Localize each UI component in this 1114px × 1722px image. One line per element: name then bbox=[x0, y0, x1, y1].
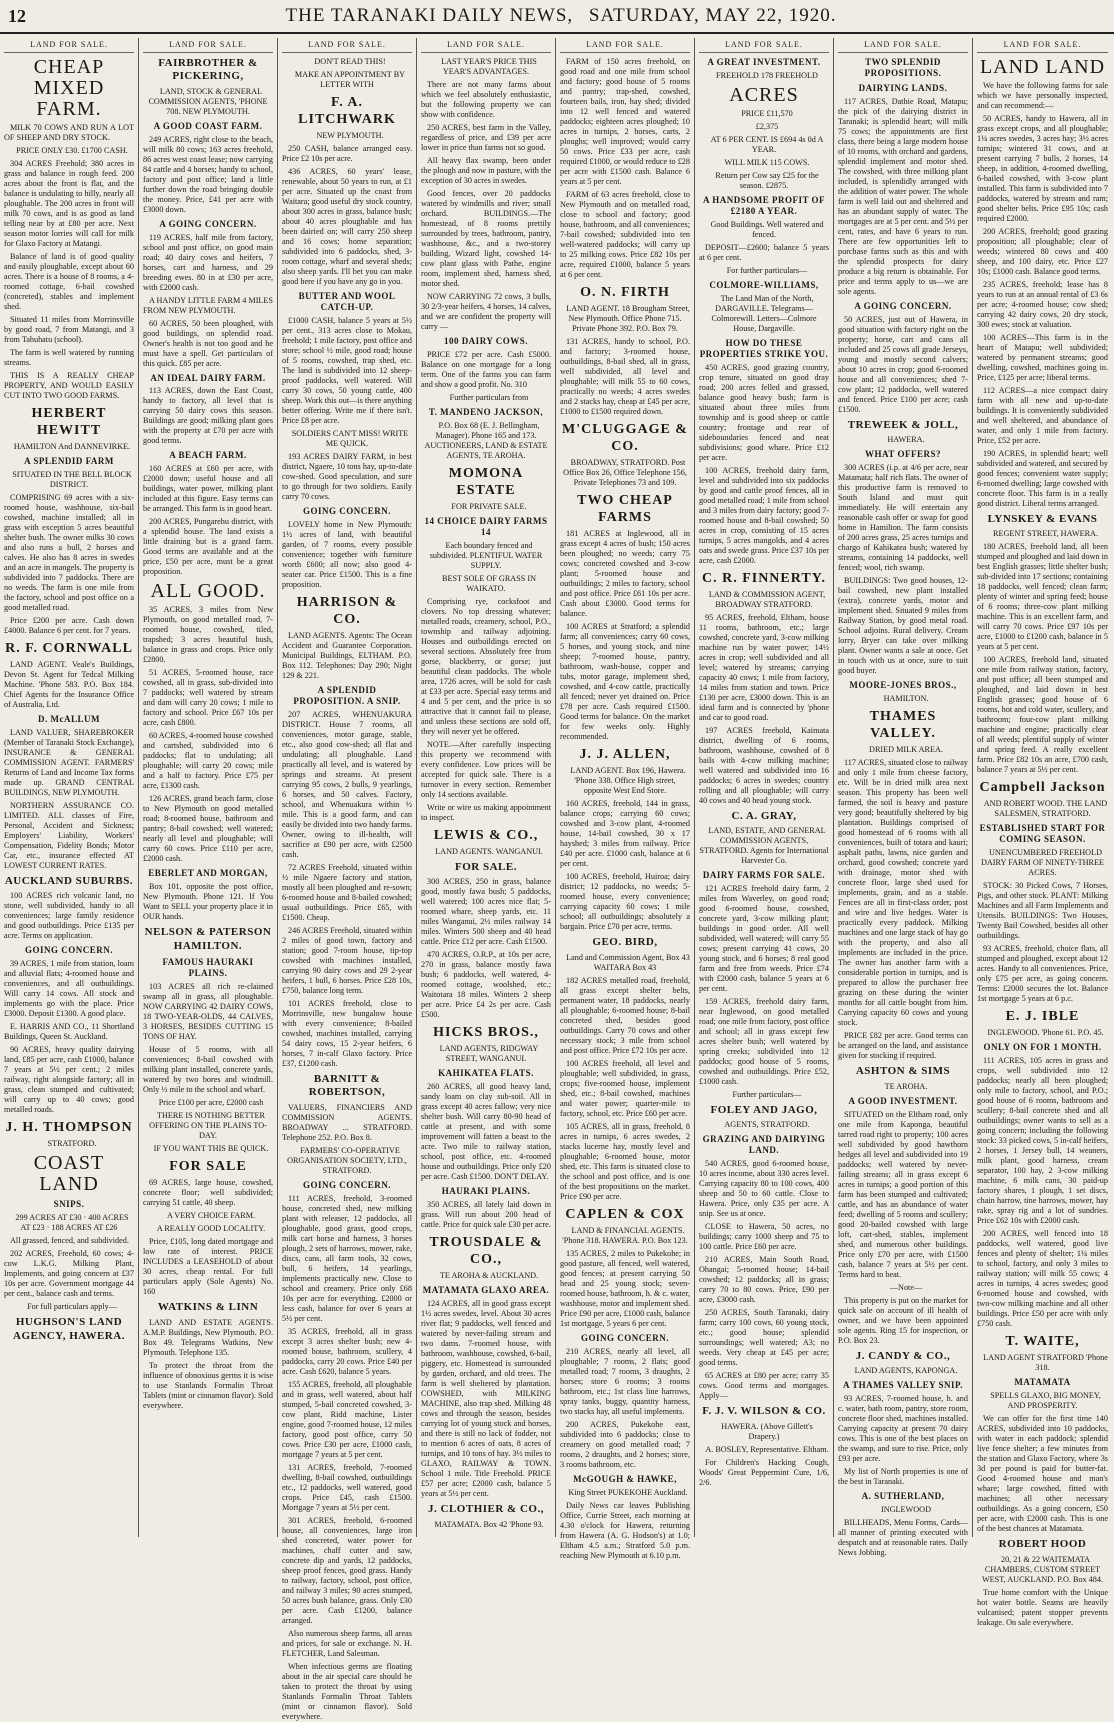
listing-text: LAND, ESTATE, AND GENERAL COMMISSION AGENTS, STRATFORD. Agents for International Harvester Co. bbox=[699, 826, 829, 866]
listing-text: 207 ACRES, WHENUAKURA DISTRICT. House 7 rooms, all conveniences, motor garage, stable, etc., also good cow-shed; all flat and undulating; all ploughable. Land practically all level, and is watered by springs and streams. At present carrying 95 cows, 2 bulls, 9 yearlings, 6 horses, and 50 calves. Factory, school, and Whenuakura within ½ mile. This is a good farm, and can easily be divided into two handy farms. Owner, owing to ill-health, will sacrifice at £90 per acre, with £2500 cash. bbox=[282, 709, 412, 859]
listing-text: 95 ACRES, freehold, Eltham, house 11 rooms, bathroom, etc.; large cowshed, concrete yard, 3-cow milking machine run by water power; 14½ acres in crop; well subdivided and all level; watered by streams; carrying capacity 40 cows; 1 mile from factory, 14 miles from station and town. Price £130 per acre, £3000 down. This is an ideal farm and is connected by 'phone and car to good road. bbox=[699, 612, 829, 722]
advertiser-heading: GOING CONCERN. bbox=[580, 1332, 669, 1343]
column-heading: LAND FOR SALE. bbox=[977, 38, 1108, 53]
column-heading: LAND FOR SALE. bbox=[282, 38, 412, 53]
advertiser-heading: ACRES bbox=[729, 83, 799, 106]
listing-text: 100 ACRES freehold, all level and ploughable; well subdivided, in grass, crops; five-roomed house, implement shed, etc.; 8-bail cowshed, machines and water power; quarter-mile to factory, school, etc. Price £60 per acre. bbox=[560, 1058, 690, 1118]
advertiser-heading: A GOING CONCERN. bbox=[854, 300, 952, 311]
advertiser-heading: HERBERT HEWITT bbox=[31, 405, 107, 438]
listing-text: 93 ACRES, freehold, choice flats, all stumped and ploughed, except about 12 acres. Handy to all conveniences. Price, only £75 per acre, as going concern. Terms: £2000 secures the lot. Balance 1st mortgage 5 years at 6 p.c. bbox=[977, 944, 1108, 1004]
listing-text: Daily News car leaves Publishing Office, Currie Street, each morning at 4.30 o'clock for Hawera, returning from Hawera (A. G. Hodson's) at 1.0; Eltham 4.5 a.m.; Stratford 5.0 p.m. reaching New Plymouth at 6.10 p.m. bbox=[560, 1500, 690, 1560]
listing-text: 155 ACRES, freehold, all ploughable and in grass, well watered, about half stumped, 5-bail concreted cowshed, 3-cow plant, Ridd machine, Lister engine, good 7-roomed house, 12 miles factory, good post office, carry 50 cows. Price £30 per acre, £1000 cash, mortgage 7 years at 5 per cent. bbox=[282, 1379, 412, 1459]
listing-text: MATAMATA. Box 42 'Phone 93. bbox=[434, 1519, 544, 1529]
listing-text: MILK 70 COWS AND RUN A LOT OF SHEEP AND DRY STOCK. bbox=[4, 122, 134, 142]
listing-text: Good Buildings. Well watered and fenced. bbox=[710, 219, 824, 239]
listing-text: 100 ACRES, freehold dairy farm, level and subdivided into six paddocks by good and cattle proof fences, all in good metalled road; 1 mile from school and 3 miles from dairy factory; good 7-roomed house and 8-bail cowshed; 50 acres in crop, consisting of 15 acres turnips, 5 acres mangolds, and 4 acres oats and swede grass. Price £37 10s per acre, cash £2000. bbox=[699, 465, 829, 565]
listing-text: 350 ACRES, all lately laid down in grass. Will run about 200 head of cattle. Price for quick sale £30 per acre. bbox=[421, 1200, 551, 1230]
listing-text: 159 ACRES, freehold dairy farm, near Inglewood, on good metalled road; one mile from factory, post office and school; all in grass except few acres shelter bush; well watered by spring creeks; subdivided into 12 paddocks; good house of 5 rooms, cowshed and outbuildings. Price £52, £1000 cash. bbox=[699, 997, 829, 1087]
advertiser-heading: 14 CHOICE DAIRY FARMS 14 bbox=[424, 515, 548, 537]
listing-text: 131 ACRES, handy to school, P.O. and factory; 3-roomed house, outbuildings, 8-bail shed, all in grass, well subdivided, all level and ploughable; will milk 55 to 60 cows, practically no weeds; 4 acres swedes and 2 stacks hay, cheap at £45 per acre, £1000 to £1500 required down. bbox=[560, 336, 690, 416]
listing-text: We have the following farms for sale which we have personally inspected, and can recommend:— bbox=[977, 80, 1108, 110]
listing-text: 100 ACRES, freehold land, situated one mile from railway station, factory, and post office; all been stumped and ploughed, and laid down in best English grasses; good house of 6 rooms, hot and cold water, scullery, and bathroom; four-cow plant milking machine and engine; practically clear of all weeds; plentiful supply of winter and spring feed. A really excellent farm. Price £82 10s an acre, £700 cash, balance 7 years at 5½ per cent. bbox=[977, 655, 1108, 775]
advertiser-heading: MOORE-JONES BROS., bbox=[849, 680, 957, 690]
listing-text: When infectious germs are floating about in the air special care should be taken to protect the throat by using Stanlands Formalin Throat Tablets (mint or cinnamon flavor). Sold everywhere. bbox=[282, 1661, 412, 1721]
listing-text: 250 CASH, balance arranged easy. Price £2 10s per acre. bbox=[282, 143, 412, 163]
advertiser-heading: COLMORE-WILLIAMS, bbox=[709, 279, 819, 290]
listing-text: 210 ACRES, nearly all level, all ploughable; 7 rooms, 2 flats; good metalled road; 7 rooms, 3 draughts, 2 horses; store 6 rooms; 3 rooms bathroom, etc.; 1st class line harrows, spray tanks, buggy, quantity harness, two stacks hay, all useful implements. bbox=[560, 1346, 690, 1416]
listing-text: A REALLY GOOD LOCALITY. bbox=[156, 1224, 266, 1234]
listing-text: Price, £105, long dated mortgage and low rate of interest. PRICE INCLUDES a LEASEHOLD of about 30 acres, cheap rental. For full particulars apply (Sole Agents) No. 160 bbox=[143, 1237, 273, 1297]
column-6 bbox=[695, 38, 834, 1537]
listing-text: LAND & COMMISSION AGENT, BROADWAY STRATFORD. bbox=[708, 589, 826, 609]
advertiser-heading: HICKS BROS., bbox=[433, 1025, 539, 1041]
listing-text: 200 ACRES, freehold; good grazing proposition; all ploughable; clear of weeds; wintered 80 cows and 400 sheep, and 100 dairy, etc. Price £27 10s; £1000 cash. Balance good terms. bbox=[977, 226, 1108, 276]
listing-text: STRATFORD. bbox=[47, 1139, 97, 1149]
advertiser-heading: ALL GOOD. bbox=[150, 580, 266, 603]
column-7 bbox=[834, 38, 973, 1557]
listing-text: BROADWAY, STRATFORD. Post Office Box 26, Office Telephone 156, Private Telephones 73 and 109. bbox=[563, 457, 687, 487]
listing-text: For Children's Hacking Cough, Woods' Great Peppermint Cure, 1/6, 2/6. bbox=[699, 1457, 829, 1487]
advertiser-heading: O. N. FIRTH bbox=[580, 284, 670, 300]
listing-text: TE AROHA & AUCKLAND. bbox=[439, 1271, 539, 1281]
advertiser-heading: DAIRYING LANDS. bbox=[858, 82, 948, 93]
listing-text: 65 ACRES at £80 per acre; carry 35 cows. Good terms and mortgages. Apply— bbox=[699, 1371, 829, 1401]
listing-text: 117 ACRES, situated close to railway and only 1 mile from cheese factory, etc. Will be in dried milk area next season. This property has been well farmed, the soil is heavy and pasture very good; beautifully sheltered by big plantation. Buildings comprised of good homestead of 6 rooms with all conveniences, built of totara and kauri; asphalt paths, lawns, nice garden and orchard, good cowshed; concrete yard with drainage, motor shed with concrete floor, large shed used for implements, grain, and as a stable. Fences are all in first-class order, post and wire and live hedges. Water is practically every paddock. Milking machines and one large stack of hay go with the property, and also all implements are included in the price. The owner has another farm with a considerable portion in turnips, and is prepared to allow the purchaser free grazing on these during the winter months for all cattle bought from him. Carrying capacity 60 cows and young stock. bbox=[838, 758, 968, 1028]
listing-text: BUILDINGS: Two good houses, 12-bail cowshed, new plant installed (extra), concrete yards, motor and implement shed. Situated 9 miles from Railway Station, by good metal road. School adjoins. Rural delivery. Cream lorry, Bryer can take over milking plant. Owner wants a sale at once. Get in touch with us at once, sure to suit good buyer. bbox=[838, 576, 968, 675]
advertiser-heading: C. R. FINNERTY. bbox=[701, 570, 827, 586]
listing-text: FREEHOLD 178 FREEHOLD bbox=[716, 70, 818, 80]
listing-text: 100 ACRES, freehold, Huiroa; dairy district; 12 paddocks, no weeds; 5-roomed house, every convenience; carrying capacity 60 cows; 1 mile school; all outbuildings; absolutely a bargain. Price £70 per acre, terms. bbox=[560, 872, 690, 932]
advertiser-heading: A HANDSOME PROFIT OF £2180 A YEAR. bbox=[702, 194, 826, 216]
advertiser-heading: McGOUGH & HAWKE, bbox=[573, 1473, 677, 1484]
listing-text: 113 ACRES, down the East Coast, handy to factory, all level that is carrying 50 dairy cows this season. Buildings are good; milking plant goes with the property at £70 per acre with good terms. bbox=[143, 386, 273, 446]
listing-text: VALUERS, FINANCIERS AND COMMISSION AGENTS. BROADWAY ... STRATFORD. Telephone 252. P.O. Box 8. bbox=[282, 1102, 412, 1142]
advertiser-heading: CHEAP MIXED FARM. bbox=[33, 55, 105, 120]
advertiser-heading: GOING CONCERN. bbox=[302, 505, 391, 516]
listing-text: 35 ACRES, freehold, all in grass except 3 acres shelter bush; new 4-roomed house, bathroom, scullery, 4 paddocks, carry 20 cows. Price £40 per acre. Cash £620, balance 5 years. bbox=[282, 1326, 412, 1376]
advertiser-heading: MOMONA ESTATE bbox=[448, 465, 524, 498]
listing-text: 100 ACRES—This farm is in the heart of Matapu; well subdivided; watered by permanent streams; good dwelling, cowshed, machines going in. Price, £125 per acre; liberal terms. bbox=[977, 332, 1108, 382]
listing-text: DRIED MILK AREA. bbox=[869, 745, 943, 755]
listing-text: REGENT STREET, HAWERA. bbox=[992, 529, 1098, 539]
advertiser-heading: R. F. CORNWALL bbox=[5, 640, 133, 656]
listing-text: 202 ACRES, Freehold, 60 cows; 4-cow L.K.G. Milking Plant, Implements, and going concern at £37 10s per acre. Government mortgage 44 per cent., balance cash and terms. bbox=[4, 1249, 134, 1299]
listing-text: 200 ACRES, Pungarehu district, with a splendid house. The land exists a little draining but is a grand farm. Good terms are available and at the price, £50 per acre, must be a great proposition. bbox=[143, 517, 273, 577]
listing-text: 111 ACRES, 105 acres in grass and crops, well subdivided into 12 paddocks; nearly all been ploughed; only mile to factory, school, and P.O.; good house of 6 rooms, bathroom and scullery; 8-bail concrete shed and all outbuildings; owner wants to sell as a going concern; including the following stock: 33 picked cows, 5 in-calf heifers, 2 horses, 1 Jersey bull, 14 weaners, milk plant, good harness, cream separator, 100 hay, 2 3-cow milking machine, 6 milk cans, 30 paid-up factory shares, 1 plough, 1 set discs, chain harrow, tine harrows, mower, hay rake, spray rig and a lot of sundries. Price £62 10s with £2000 cash. bbox=[977, 1056, 1108, 1226]
listing-text: INGLEWOOD bbox=[880, 1504, 932, 1514]
advertiser-heading: A SPLENDID PROPOSITION. A SNIP. bbox=[293, 684, 401, 706]
advertiser-heading: HAURAKI PLAINS. bbox=[441, 1186, 531, 1197]
column-heading: LAND FOR SALE. bbox=[560, 38, 690, 53]
listing-text: 112 ACRES—a nice compact dairy farm with all new and up-to-date buildings. It is conveniently subdivided and well sheltered, and abundance of water, and only 1 mile from factory. Price, £52 per acre. bbox=[977, 385, 1108, 445]
listing-text: 193 ACRES DAIRY FARM, in best district, Ngaere, 10 tons hay, up-to-date cow-shed. Good speculation, and sure to go through for two soldiers. Easily carry 70 cows. bbox=[282, 451, 412, 501]
listing-text: THIS IS A REALLY CHEAP PROPERTY, AND WOULD EASILY CUT INTO TWO GOOD FARMS. bbox=[4, 370, 134, 400]
advertiser-heading: A GOOD INVESTMENT. bbox=[848, 1095, 958, 1106]
listing-text: 181 ACRES at Inglewood, all in grass except 4 acres of bush; 150 acres been ploughed; no weeds; carry 75 cows; concreted cowshed and 3-cow plant; 5-roomed house and outbuildings; 2 miles to factory, school and post office. Price £61 10s per acre. Cash about £3000. Good terms for balance. bbox=[560, 529, 690, 619]
advertiser-heading: FOLEY AND JAGO, bbox=[710, 1104, 818, 1117]
listing-text: 50 ACRES, just out of Hawera, in good situation with factory right on the property; horse, cart and cans all included and 25 cows all grade Jerseys, young and mostly second calvers; about 10 acres in crop; good 6-roomed house and all conveniences; shed 7-cow plant; 12 paddocks, well watered and fenced. Price £100 per acre; cash £1500. bbox=[838, 314, 968, 414]
listing-text: 301 ACRES, freehold, 6-roomed house, all conveniences, large iron shed concreted, water power for machines, chaff cutter and saw, concrete dip and yards, 12 paddocks, sheep proof fences, good grass. Handy to railway, factory, school, post office, and railway 3 miles; 90 acres stumped, 50 acres bush balance, grass. Only £30 per acre. Cash £1200, balance arranged. bbox=[282, 1515, 412, 1625]
listing-text: SITUATED IN THE BELL BLOCK DISTRICT. bbox=[12, 469, 132, 489]
advertiser-heading: J. H. THOMPSON bbox=[5, 1120, 133, 1136]
advertiser-heading: ONLY ON FOR 1 MONTH. bbox=[983, 1042, 1102, 1053]
listing-text: 540 ACRES, good 6-roomed house, 10 acres income, about 330 acres level. Carrying capacity 80 to 100 cows, 400 sheep and 50 to 60 cattle. Close to Hawera. Price, only £35 per acre. A snip. See us at once. bbox=[699, 1159, 829, 1219]
listing-text: 299 ACRES AT £30 · 400 ACRES AT £23 · 188 ACRES AT £26 bbox=[15, 1213, 129, 1233]
listing-text: SOLDIERS CAN'T MISS! WRITE ME QUICK. bbox=[291, 428, 409, 448]
listing-text: King Street PUKEKOHE Auckland. bbox=[568, 1487, 688, 1497]
advertiser-heading: WHAT OFFERS? bbox=[865, 449, 941, 460]
advertiser-heading: A. SUTHERLAND, bbox=[861, 1490, 945, 1501]
listing-text: 246 ACRES Freehold, situated within 2 miles of good town, factory and station; good 7-room house, tip-top cowshed with machines installed, carrying 90 dairy cows and 29 2-year heifers, 1 bull, 6 horses. Price £28 10s, £750, balance long term. bbox=[282, 925, 412, 995]
listing-text: Price £100 per acre, £2000 cash bbox=[158, 1098, 264, 1108]
advertiser-heading: FOR SALE. bbox=[455, 860, 517, 873]
advertiser-heading: FOR SALE bbox=[169, 1159, 247, 1175]
listing-text: LAND AGENTS, RIDGWAY STREET, WANGANUI. bbox=[439, 1044, 539, 1064]
advertiser-heading: MATAMATA GLAXO AREA. bbox=[422, 1285, 550, 1296]
advertiser-heading: MATAMATA bbox=[1014, 1377, 1071, 1388]
advertiser-heading: TWO CHEAP FARMS bbox=[577, 492, 673, 526]
listing-text: 300 ACRES, 250 in grass, balance good, mostly fawa bush; 5 paddocks, well watered; 100 acres nice flat; 5-roomed whare, sheep yards, etc. 11 miles Wanganui, 2½ miles railway 14 miles. Winters 500 sheep and 40 head cattle. Price £12 per acre. Cash £1500. bbox=[421, 877, 551, 947]
page-number: 12 bbox=[8, 5, 26, 26]
listing-text: £1000 CASH, balance 5 years at 5½ per cent., 313 acres close to Mokau, freehold; 1 mile factory, post office and store; school ½ mile, good road; house of 5 rooms, cowshed, trap shed, etc. The land is subdivided into 12 sheep-proof paddocks, well watered. Will carry 30 cows, 50 young cattle, 400 sheep. Work this out—is there anything better offering. Write me if there isn't. Price £8 per acre. bbox=[282, 315, 412, 425]
listing-text: 124 ACRES, all in good grass except 1½ acres swedes, level. About 30 acres river flat; 9 paddocks, well fenced and watered by never-failing stream and two dams. 7-roomed house, with bathroom, washhouse, cowshed, 6-bail, piggery, etc. Homestead is surrounded by garden, orchard, and old trees. The farm is well sheltered by plantation. COWSHED, with MILKING MACHINE, also trap shed. Milking 48 cows and through the season, besides carrying lot of young stock and horses, and there is still no lack of fodder, not to mention 6 acres of oats, 8 acres of turnips, and 10 tons of hay. 3½ miles to GLAXO, RAILWAY & TOWN. School 1 mile. Title Freehold. PRICE £57 per acre; £2000 cash, balance 5 years at 5½ per cent. bbox=[421, 1299, 551, 1499]
listing-text: 304 ACRES Freehold; 380 acres in grass and balance in rough feed. 200 acres about the front is flat, and the balance is undulating to hilly, nearly all ploughable. The 200 acres in front will milk 70 cows, and is as good as land telling near by at £80 per acre. Next season motor lorries will call for milk for Glaxo Factory at Matangi. bbox=[4, 158, 134, 248]
advertiser-heading: J. CANDY & CO., bbox=[855, 1349, 951, 1362]
listing-text: 60 ACRES, 4-roomed house cowshed and cartshed, subdivided into 6 paddocks; flat to undulating; all ploughable; will carry 20 cows; mile and a half to factory. Price £75 per acre, £1300 cash. bbox=[143, 731, 273, 791]
listing-text: To protect the throat from the influence of obnoxious germs it is wise to use Stanlands Formalin Throat Tablets (mint or cinnamon flavor). Sold everywhere. bbox=[143, 1360, 273, 1410]
listing-text: Write or wire us making appointment to inspect. bbox=[421, 802, 551, 822]
listing-text: FARM of 63 acres freehold, close to New Plymouth and on metalled road, close to school and factory; good house, bathroom, and all conveniences; 7-bail cowshed; subdivided into ten well-watered paddocks; will carry up to 25 milking cows. Price £82 10s per acre, required £1000, balance 5 years at 6 per cent. bbox=[560, 189, 690, 279]
advertiser-heading: BARNITT & ROBERTSON, bbox=[308, 1072, 386, 1099]
column-heading: LAND FOR SALE. bbox=[838, 38, 968, 53]
column-4 bbox=[417, 38, 556, 1537]
advertiser-heading: AN IDEAL DAIRY FARM. bbox=[150, 372, 266, 383]
advertiser-heading: TREWEEK & JOLL, bbox=[847, 418, 959, 431]
listing-text: INGLEWOOD. 'Phone 61. P.O. 45. bbox=[987, 1028, 1104, 1038]
listing-text: LAND AND ESTATE AGENTS. A.M.P. Buildings, New Plymouth. P.O. Box 49. Telegrams Watkins, New Plymouth. Telephone 135. bbox=[143, 1317, 273, 1357]
listing-text: LAND AGENT. Box 196, Hawera. 'Phone 338. Office High street, opposite West End Store. bbox=[570, 766, 686, 796]
advertiser-heading: CAPLEN & COX bbox=[565, 1206, 685, 1222]
listing-text: 105 ACRES, all in grass, freehold, 8 acres in turnips, 6 acres swedes, 2 stacks lucerne hay, mostly level and ploughable; 6-roomed house, motor shed, etc. This farm is situated close to the school and post office, and is one of the best propositions on the market. Price £90 per acre. bbox=[560, 1121, 690, 1201]
listing-text: LAND & FINANCIAL AGENTS. 'Phone 318. HAWERA. P.O. Box 123. bbox=[562, 1225, 688, 1245]
advertiser-heading: J. CLOTHIER & CO., bbox=[428, 1503, 544, 1516]
classified-columns bbox=[0, 38, 1114, 1721]
listing-text: FOR PRIVATE SALE. bbox=[451, 501, 527, 511]
advertiser-heading: ROBERT HOOD bbox=[998, 1538, 1087, 1551]
advertiser-heading: GOING CONCERN. bbox=[24, 945, 113, 956]
advertiser-heading: GOING CONCERN. bbox=[302, 1179, 391, 1190]
advertiser-heading: Campbell Jackson bbox=[979, 780, 1106, 796]
listing-text: 250 ACRES, best farm in the Valley, regardless of price, and £39 per acre lower in price than farms not so good. bbox=[421, 122, 551, 152]
listing-text: 60 ACRES, 50 been ploughed, with good buildings, on splendid road. Owner's health is not too good and he must have a spell. Get particulars of this quick. £85 per acre. bbox=[143, 318, 273, 368]
listing-text: LAND, STOCK & GENERAL COMMISSION AGENTS, 'PHONE 708. NEW PLYMOUTH. bbox=[148, 86, 268, 116]
listing-text: All grassed, fenced, and subdivided. bbox=[10, 1236, 129, 1246]
listing-text: My list of North properties is one of the best in Taranaki. bbox=[838, 1466, 968, 1486]
advertiser-heading: F. A. LITCHWARK bbox=[298, 94, 396, 127]
listing-text: 35 ACRES, 3 miles from New Plymouth, on good metalled road, 7-roomed house, cowshed, tiled, trapshed; 3 acres beautiful bush, balance in grass and crops. Price only £2800. bbox=[143, 605, 273, 665]
listing-text: 117 ACRES, Dathie Road, Matapu; the pick of the dairying district in Taranaki; is splendid heart; will milk 75 cows; the appointments are first class, there being a large modern house of 10 rooms, with orchard and gardens, splendid implement and motor shed. The cowshed, with three milking plant included, is splendidly arranged with the addition of water power. The whole farm is well laid out and sheltered and has an abundant supply of water. The mortgages are at 5 per cent. and 5½ per cent, rates, and have 6 years to run. There are few opportunities left to purchase farms such as this and with the splendid prospects for dairy produce a big return is obtainable. For price and terms apply to us—we are sole agents. bbox=[838, 96, 968, 296]
advertiser-heading: GRAZING AND DAIRYING LAND. bbox=[702, 1134, 826, 1156]
listing-text: LAND AGENT STRATFORD 'Phone 318. bbox=[983, 1353, 1108, 1373]
listing-text: Each boundary fenced and subdivided. PLENTIFUL WATER SUPPLY. bbox=[429, 540, 543, 570]
listing-text: All heavy flax swamp, been under the plough and now in pasture, with the exception of 30 acres in swedes. bbox=[421, 155, 551, 185]
column-8 bbox=[973, 38, 1112, 1627]
listing-text: LAND AGENTS. WANGANUI. bbox=[435, 846, 543, 856]
advertiser-heading: T. WAITE, bbox=[1005, 1334, 1080, 1350]
listing-text: 160 ACRES, freehold, 144 in grass, balance crops; carrying 60 cows; cowshed and 3-cow plant, 4-roomed house, 14-bail cowshed, 30 x 17 hayshed; 3 miles from railway. Price £40 per acre. £1000 cash, balance at 6 per cent. bbox=[560, 799, 690, 869]
listing-text: LAND AGENT. 18 Brougham Street, New Plymouth. Office Phone 715. Private Phone 392. P.O. Box 79. bbox=[566, 303, 690, 333]
listing-text: Also numerous sheep farms, all areas and prices, for sale or exchange. N. H. FLETCHER, Land Salesman. bbox=[282, 1628, 412, 1658]
listing-text: LAND AGENTS, KAPONGA. bbox=[854, 1365, 958, 1375]
listing-text: 121 ACRES freehold dairy farm, 2 miles from Waverley, on good road; good 6-roomed house, cowshed, concrete yard, 3-cow milking plant; buildings in good order. All well subdivided, well watered; will carry 55 cows; present carrying 41 cows, 20 young stock, and 6 horses; 8 real good farm and free from weeds. Price £74 with £2000 cash, balance 5 years at 6 per cent. bbox=[699, 884, 829, 994]
listing-text: AT 6 PER CENT. IS £694 4s 0d A YEAR. bbox=[710, 134, 824, 154]
listing-text: 51 ACRES, 5-roomed house, race cowshed, all in grass, sub-divided into 7 paddocks; well watered by stream and dam will carry 20 cows; 1 mile to factory and school. Price £67 10s per acre, cash £800. bbox=[143, 668, 273, 728]
listing-text: P.O. Box 68 (E. J. Bellingham, Manager). Phone 165 and 173. AUCTIONEERS, LAND & ESTATE AGENTS, TE AROHA. bbox=[424, 420, 548, 460]
listing-text: There are not many farms about which we feel absolutely enthusiastic, but the following property we can show with confidence. bbox=[421, 79, 551, 119]
advertiser-heading: A THAMES VALLEY SNIP. bbox=[843, 1379, 963, 1390]
listing-text: 300 ACRES (i.p. at 4/6 per acre, near Matamata; half rich flats. The owner of this productive farm is removed to South Island and must quit immediately. He will entertain any reasonable cash offer or swap for good home in Hamilton. The farm consists of 200 acres grass, 25 acres turnips and chargo of Kahikatea bush; watered by streams, containing 14 paddocks, well fenced; wool, rich swamp. bbox=[838, 463, 968, 572]
listing-text: DON'T READ THIS! bbox=[314, 56, 386, 66]
listing-text: The farm is well watered by running streams. bbox=[4, 347, 134, 367]
listing-text: 100 ACRES at Stratford; a splendid farm; all conveniences; carry 60 cows, 5 horses, and young stock, and nine sheep; 7-roomed house, pantry, bathroom, wash-house, copper and tubs, motor garage, implement shed, cowshed, and 4-cow cattle, practically all fenced; never yet drained on. Price £78 per acre. Cash required £1500. Good terms for balance. On the market for few weeks only. Highly recommended. bbox=[560, 622, 690, 742]
listing-text: BILLHEADS, Menu Forms, Cards—all manner of printing executed with despatch and at reasonable rates. Daily News Jobbing. bbox=[838, 1517, 968, 1557]
listing-text: PRICE £72 per acre. Cash £5000. Balance on one mortgage for a long term. One of the farms you can farm and show a good profit. No. 310 bbox=[421, 349, 551, 389]
listing-text: 69 ACRES, large house, cowshed, concrete floor; well subdivided; carrying 51 cattle, 40 sheep. bbox=[143, 1178, 273, 1208]
listing-text: 200 ACRES, Pukekohe east, subdivided into 6 paddocks; close to creamery on good metalled road; 7 rooms, 2 draughts, and 2 horses; store, 3 rooms bathroom, etc. bbox=[560, 1419, 690, 1469]
listing-text: WILL MILK 115 COWS. bbox=[724, 157, 810, 167]
listing-text: 93 ACRES, 7-roomed house, h. and c. water, bath room, pantry, store room, concrete floor shed, machines installed. Carrying capacity at present 70 dairy cows. This is one of the best places on the swamp, and sure to rise. Price, only £93 per acre. bbox=[838, 1393, 968, 1463]
advertiser-heading: LYNSKEY & EVANS bbox=[987, 512, 1098, 525]
listing-text: A. BOSLEY, Representative. Eltham. bbox=[705, 1444, 829, 1454]
listing-text: Good fences, over 20 paddocks watered by windmills and river; small orchard. BUILDINGS.—The homestead, of 8 rooms prettily surrounded by trees, bathroom, pantry, washhouse, &c., and a two-storey building, Wizard light, cowshed 14-cow plant glass with Pathe, engine room, implement shed, harness shed, motor shed. bbox=[421, 188, 551, 288]
listing-text: TE AROHA. bbox=[884, 1081, 928, 1091]
listing-text: IF YOU WANT THIS BE QUICK. bbox=[153, 1144, 269, 1154]
advertiser-heading: TWO SPLENDID PROPOSITIONS. bbox=[864, 56, 942, 78]
advertiser-heading: 100 DAIRY COWS. bbox=[443, 335, 529, 346]
listing-text: True home comfort with the Unique hot water bottle. Seams are heavily vulcanised; patent stopper prevents leakage. On sale everywhere. bbox=[977, 1587, 1108, 1627]
listing-text: 39 ACRES, 1 mile from station, loam and alluvial flats; 4-roomed house and conveniences, and all outbuildings. Will carry 14 cows. All stock and implements go with the place. Price £3000. Deposit £1300. A good place. bbox=[4, 959, 134, 1019]
listing-text: 131 ACRES, freehold, 7-roomed dwelling, 8-bail cowshed, outbuildings etc., 12 paddocks, well watered, good crops. Price £45, cash £1500. Mortgage 7 years at 5½ per cent. bbox=[282, 1462, 412, 1512]
listing-text: NORTHERN ASSURANCE CO. LIMITED. ALL classes of Fire, Personal, Accident and Sickness; Employers' Liability, Workers' Compensation, Fidelity Bonds; Motor Car, etc., insurance effected AT LOWEST CURRENT RATES. bbox=[4, 800, 134, 870]
column-heading: LAND FOR SALE. bbox=[4, 38, 134, 53]
listing-text: The Land Man of the North, DARGAVILLE. Telegrams—Colmorewill. Letters—Colmore House, Dargaville. bbox=[711, 293, 817, 333]
listing-text: Price £200 per acre. Cash down £4000. Balance 6 per cent. for 7 years. bbox=[4, 615, 134, 635]
column-1 bbox=[0, 38, 139, 1537]
listing-text: 200 ACRES, well fenced into 18 paddocks, well watered, good live fences and plenty of shelter; 1¼ miles to school, factory, and only 3 miles to railway station; will milk 55 cows; 4 acres in turnips, 4 acres swedes; good 6-roomed house and cowshed, with two-cow milking machine and all other buildings. Price £50 per acre with only £750 cash. bbox=[977, 1229, 1108, 1329]
listing-text: 90 ACRES, heavy quality dairying land, £85 per acre, cash £1000, balance 7 years at 5½ per cent.; 2 miles railway, right alongside factory; all in grass, clean stumped and cultivated; will carry up to 40 cows; good metalled roads. bbox=[4, 1045, 134, 1115]
listing-text: CLOSE to Hawera, 50 acres, no buildings; carry 1000 sheep and 75 to 100 cattle. Price £60 per acre. bbox=[699, 1222, 829, 1252]
listing-text: 436 ACRES, 60 years' lease, renewable, about 50 years to run, at £1 per acre. Situated up the coast from Waitara; good useful dry stock country, about 300 acres in grass, balance bush; about 40 acres ploughable and has been dairied on; will carry 250 sheep and 16 cows; home separation; subdivided into 6 paddocks, shed, 3-room cottage, wharf and several sheds; also sheep yards. I'll bet you can make good here if you have any go in you. bbox=[282, 166, 412, 286]
advertiser-heading: E. J. IBLE bbox=[1005, 1009, 1080, 1025]
listing-text: LAND AGENT. Veale's Buildings, Devon St. Agent for Tedcal Milking Machine. 'Phone 583. P.O. Box 184. Chief Agents for the Insurance Office of Australia, Ltd. bbox=[4, 659, 134, 709]
listing-text: Land and Commission Agent, Box 43 WAITARA Box 43 bbox=[566, 952, 690, 972]
listing-text: 160 ACRES at £60 per acre, with £2000 down; useful house and all buildings, water power, milking plant included at this figure. Easy terms can be arranged. This farm is in good heart. bbox=[143, 464, 273, 514]
listing-text: Further particulars— bbox=[732, 1090, 802, 1100]
listing-text: E. HARRIS AND CO., 11 Shortland Buildings, Queen St. Auckland. bbox=[4, 1022, 134, 1042]
listing-text: FARM of 150 acres freehold, on good road and one mile from school and factory; good house of 5 rooms and pantry; trap-shed, cowshed, fourteen bails, iron, hay shed; divided into 12 well fenced and watered paddocks; eighteen acres ploughed; 10 acres in turnips, 2 horses, carts, 2 ploughs; well improved; would carry 50 cows. Price £33 per acre, cash required £1000, or would reduce to £28 per acre with £1500 cash. Balance 6 years at 5 per cent. bbox=[560, 56, 690, 186]
advertiser-heading: LEWIS & CO., bbox=[433, 827, 539, 843]
listing-text: 190 ACRES, in splendid heart; well subdivided and watered, and secured by good fences; convenient water supply; 6-roomed dwelling; large cowshed with concrete floor. This farm is in a really good district. Liberal terms arranged. bbox=[977, 448, 1108, 508]
advertiser-heading: AUCKLAND SUBURBS. bbox=[4, 874, 134, 887]
advertiser-heading: DAIRY FARMS FOR SALE. bbox=[702, 870, 826, 881]
advertiser-heading: NELSON & PATERSON HAMILTON. bbox=[144, 926, 272, 952]
advertiser-heading: A SPLENDID FARM bbox=[24, 455, 114, 466]
advertiser-heading: A GREAT INVESTMENT. bbox=[707, 56, 821, 67]
listing-text: MAKE AN APPOINTMENT BY LETTER WITH bbox=[294, 69, 406, 89]
listing-text: Comprising rye, cocksfoot and clovers. No top dressing whatever; metalled roads, creamery, school, P.O., township and railway adjoining. Houses and outbuildings erected on several sections. Absolutely free from gorse, blackberry, or gorse; just beautiful clean paddocks. The whole area, 1726 acres, will be sold for cash at £33 per acre. Special easy terms and 4 and 5 per cent, and the price is so attractive that it cannot fail to please, and unless these sections are sold off, they will never yet be offered. bbox=[421, 596, 551, 736]
listing-text: We can offer for the first time 140 ACRES, subdivided into 10 paddocks, with water in each paddock; splendid live fence shelter; a few minutes from the station and Glaxo Factory, where 3s 3d per pound is paid for butter-fat. Good 4-roomed house and man's whare; large cowshed, fitted with machines; all other necessary outbuildings. As a going concern, £50 per acre, with £2000 cash. This is one of the best chances at Matamata. bbox=[977, 1414, 1108, 1534]
listing-text: THERE IS NOTHING BETTER OFFERING ON THE PLAINS TO-DAY. bbox=[149, 1111, 267, 1141]
advertiser-heading: KAHIKATEA FLATS. bbox=[438, 1068, 534, 1079]
listing-text: COMPRISING 69 acres with a six-roomed house, washhouse, six-bail cowshed, machine installed; all in grass with exception 5 acres beautiful shelter bush. The owner milks 30 cows and also runs a bull, 2 horses and calves. He also has 8 acres in swedes and an acre in mangels. The property is subdivided into 7 paddocks. There are no weeds. The farm is one mile from the factory, school and post office on a good metalled road. bbox=[4, 492, 134, 612]
advertiser-heading: TROUSDALE & CO., bbox=[429, 1235, 543, 1268]
listing-text: SPELLS GLAXO, BIG MONEY, AND PROSPERITY. bbox=[990, 1391, 1101, 1411]
listing-text: £2,375 bbox=[755, 121, 779, 131]
listing-text: 450 ACRES, good grazing country, crop tenure, situated on good dray road; 200 acres felled and grassed, balance good heavy bush; farm is situated about three miles from township and is good sheep or cattle country; frontage and rear of sideboundaries fenced and neat subdivisions; good whare. Price £12 per acre. bbox=[699, 362, 829, 462]
paper-name: THE TARANAKI DAILY NEWS, bbox=[285, 5, 574, 26]
advertiser-heading: COAST LAND bbox=[33, 1152, 105, 1196]
listing-text: PRICE ONLY £30. £1700 CASH. bbox=[16, 145, 128, 155]
listing-text: NEW PLYMOUTH. bbox=[316, 130, 384, 140]
advertiser-heading: HARRISON & CO. bbox=[296, 594, 398, 627]
listing-text: Balance of land is of good quality and easily ploughable, except about 60 acres. There is a house of 8 rooms, a 4-roomed cottage, 6-bail cowshed (concreted), stables and implement shed. bbox=[4, 251, 134, 311]
listing-text: AND ROBERT WOOD. THE LAND SALESMEN, STRATFORD. bbox=[983, 799, 1108, 819]
listing-text: 250 ACRES, South Taranaki, dairy farm; carry 100 cows, 60 young stock, etc.; good house; splendid surroundings; well watered; A3; no weeds. Very cheap at £45 per acre; good terms. bbox=[699, 1308, 829, 1368]
listing-text: 119 ACRES, half mile from factory, school and post office, on good main road; 40 dairy cows and heifers, 7 horses, cart and harness, and 29 breeding ewes. 80 in at £30 per acre, with £2000 cash. bbox=[143, 232, 273, 292]
listing-text: LAST YEAR'S PRICE THIS YEAR'S ADVANTAGES. bbox=[441, 56, 537, 76]
listing-text: 235 ACRES, freehold; lease has 8 years to run at an annual rental of £3 6s per acre; 4-roomed house; cow shed; carrying 42 dairy cows, 20 dry stock, 300 ewes; stock at valuation. bbox=[977, 279, 1108, 329]
listing-text: Further particulars from bbox=[449, 392, 529, 402]
advertiser-heading: C. A. GRAY, bbox=[731, 809, 797, 822]
newspaper-title bbox=[26, 5, 1096, 27]
listing-text: 20, 21 & 22 WAITEMATA CHAMBERS, CUSTOM STREET WEST, AUCKLAND. P.O. Box 484. bbox=[981, 1554, 1104, 1584]
masthead bbox=[0, 0, 1114, 34]
listing-text: HAMILTON And DANNEVIRKE. bbox=[13, 441, 131, 451]
listing-text: 197 ACRES freehold, Kaimata district, dwelling of 6 rooms, bathroom, washhouse, cowshed of 8 bails with 4-cow milking machine; well watered and subdivided into 16 paddocks; 6 acres in swedes; country rolling and all ploughable; will carry 40 cows and 40 head young stock. bbox=[699, 725, 829, 805]
advertiser-heading: T. MANDENO JACKSON, bbox=[428, 406, 544, 417]
listing-text: 50 ACRES, handy to Hawera, all in grass except crops, and all ploughable; 1¼ acres swedes, 3 acres hay; 3½ acres turnips; wintered 31 cows, and at present carrying 7 bulls, 2 horses, 14 sheep, in addition, 4-roomed dwelling, 6-bailed cowshed, with 3-cow plant installed. This farm is subdivided into 7 paddocks, watered by stream and ram; good shelter belts. Price £95 10s; cash required £2000. bbox=[977, 113, 1108, 223]
listing-text: —Note— bbox=[889, 1282, 923, 1292]
listing-text: A HANDY LITTLE FARM 4 MILES FROM NEW PLYMOUTH. bbox=[143, 295, 273, 315]
advertiser-heading: HUGHSON'S LAND AGENCY, HAWERA. bbox=[13, 1316, 125, 1342]
column-heading: LAND FOR SALE. bbox=[421, 38, 551, 53]
listing-text: LAND VALUER, SHAREBROKER (Member of Taranaki Stock Exchange), INSURANCE & GENERAL COMMISSION AGENT. FARMERS' Returns of Land and Income Tax forms made up. GRAND CENTRAL BUILDINGS, NEW PLYMOUTH. bbox=[4, 727, 134, 797]
advertiser-heading: A BEACH FARM. bbox=[169, 450, 247, 461]
listing-text: Box 101, opposite the post office, New Plymouth. Phone 121. If You Want to SELL your property place it in OUR hands. bbox=[143, 882, 273, 922]
listing-text: HAMILTON. bbox=[883, 693, 929, 703]
column-heading: LAND FOR SALE. bbox=[143, 38, 273, 53]
listing-text: 72 ACRES Freehold, situated within ½ mile Ngaere factory and station, mostly all been ploughed and re-sown; 6-roomed house and 8-bailed cowshed; usual outbuildings. Price £65, with £1500. Cheap. bbox=[282, 862, 412, 922]
listing-text: For full particulars apply— bbox=[27, 1302, 117, 1312]
advertiser-heading: FAIRBROTHER & PICKERING, bbox=[158, 56, 258, 83]
advertiser-heading: THAMES VALLEY. bbox=[869, 708, 937, 742]
advertiser-heading: F. J. V. WILSON & CO. bbox=[702, 1405, 826, 1418]
advertiser-heading: SNIPS. bbox=[53, 1199, 85, 1210]
column-2 bbox=[139, 38, 278, 1537]
listing-text: STOCK: 30 Picked Cows, 7 Horses, Pigs, and other stock. PLANT: Milking Machines and all Farm Implements and Utensils. BUILDINGS: Two Houses, Twenty Bail Cowshed, besides all other outbuildings. bbox=[977, 881, 1108, 941]
listing-text: 101 ACRES freehold, close to Morrinsville, new bungalow house with every convenience; 8-bailed cowshed, machines installed, carrying 54 dairy cows, 15 2-year heifers, 6 horses, 7 in-calf Glaxo factory. Price £37, £1200 cash. bbox=[282, 998, 412, 1068]
column-5 bbox=[556, 38, 695, 1560]
listing-text: Return per Cow say £25 for the season. £2875. bbox=[715, 170, 819, 190]
listing-text: NOTE.—After carefully inspecting this property we recommend with every confidence. Low prices will be accepted for quick sale. There is a turnover in every section. Remember only 14 sections available. bbox=[421, 739, 551, 799]
advertiser-heading: ESTABLISHED START FOR COMING SEASON. bbox=[979, 823, 1106, 845]
listing-text: 111 ACRES, freehold, 3-roomed house, concreted shed, new milking plant with releaser, 12 paddocks, all ploughable, good grass, good crops, milk cart horse and harness, 3 horses plough, 2 sets of harrows, mower, rake, discs, cans, all farm tools, 32 cows, bull, 6 heifers, 14 yearlings, implements practically new. Close to school and creamery. Price only £68 10s per acre for everything. £2000 or less cash, balance for over 6 years at 5½ per cent. bbox=[282, 1193, 412, 1323]
listing-text: AGENTS, STRATFORD. bbox=[724, 1120, 810, 1130]
advertiser-heading: D. McALLUM bbox=[38, 713, 100, 724]
advertiser-heading: GEO. BIRD, bbox=[592, 936, 658, 949]
listing-text: UNENCUMBERED FREEHOLD DAIRY FARM OF NINETY-THREE ACRES. bbox=[980, 848, 1105, 878]
listing-text: This property is put on the market for quick sale on account of ill health of owner, and we have been appointed sole agents. Ring 15 for inspection, or P.O. Box 23. bbox=[838, 1295, 968, 1345]
listing-text: FARMERS' CO-OPERATIVE ORGANISATION SOCIETY, LTD., STRATFORD. bbox=[287, 1145, 407, 1175]
advertiser-heading: ASHTON & SIMS bbox=[855, 1065, 951, 1078]
column-3 bbox=[278, 38, 417, 1721]
listing-text: A VERY CHOICE FARM. bbox=[166, 1211, 256, 1221]
advertiser-heading: HOW DO THESE PROPERTIES STRIKE YOU. bbox=[699, 337, 829, 359]
listing-text: 135 ACRES, 2 miles to Pukekohe; in good pasture, all fenced, well watered, good fences; at present carrying 50 head and 25 young stock; seven-roomed house, bathroom, h. & c. water, washhouse, motor and implement shed. Price £90 per acre, £1000 cash, balance 1st mortgage, 5 years 6 per cent. bbox=[560, 1248, 690, 1328]
advertiser-heading: LAND LAND bbox=[979, 55, 1106, 78]
listing-text: SITUATED on the Eltham road, only one mile from Kaponga, beautiful tarred road right to property; 100 acres well subdivided by good hawthorn hedges all level and subdivided into 19 paddocks; well watered by never-failing streams; all in grass except 6 acres in turnips; a good portion of this farm has been stumped and cultivated; cattle, and has an abundance of water feed; dwelling of 5 rooms and scullery; good 20-bailed cowshed with large loft, cart-shed, stables, implement shed, and numerous other buildings. Price only £70 per acre, with £1500 cash, balance 7 years at 5½ per cent. Terms hard to beat. bbox=[838, 1109, 968, 1279]
listing-text: 180 ACRES, freehold land, all been stumped and ploughed and laid down in best English grasses; little shelter bush; sub-divided into 17 sections; containing 18 paddocks, well fenced; clean farm; plenty of winter and spring feed; house of 6 rooms; three-cow plant milking machine. This is an excellent farm, and will carry 70 cows. Price £97 10s per acre, £1000 to £1200 cash, balance in 5 years at 5 per cent. bbox=[977, 542, 1108, 652]
listing-text: PRICE £11,570 bbox=[741, 108, 793, 118]
listing-text: 210 ACRES, Main South Road, Ohangai; 5-roomed house; 14-bail cowshed; 12 paddocks; all in grass; carry 70 to 80 cows. Price, £90 per acre, £3000 cash. bbox=[699, 1255, 829, 1305]
listing-text: HAWERA. bbox=[887, 435, 925, 445]
listing-text: 260 ACRES, all good heavy land, sandy loam on clay sub-soil. All in grass except 40 acres fallow; very nice shelter bush. Will carry 80-90 head of cattle at present, and with some improvement will fatten a beast to the acre. Two mile to railway station, school, post office, etc. 4-roomed house and outbuildings. Price only £20 per acre. Cash £1500. DON'T DELAY. bbox=[421, 1082, 551, 1182]
listing-text: NOW CARRYING 72 cows, 3 bulls, 30 2/3-year heifers, 4 horses, 14 calves, and we are confident the property will carry — bbox=[421, 291, 551, 331]
listing-text: DEPOSIT—£2600; balance 5 years at 6 per cent. bbox=[699, 242, 829, 262]
advertiser-heading: A GOING CONCERN. bbox=[159, 218, 257, 229]
listing-text: 249 ACRES, right close to the beach, will milk 80 cows; 163 acres freehold, 86 acres west coast lease; now carrying 84 cattle and 4 horses; handy to school, factory and post office; land a little further down the road bringing double the money. Price, £41 per acre with £3000 down. bbox=[143, 134, 273, 214]
column-heading: LAND FOR SALE. bbox=[699, 38, 829, 53]
advertiser-heading: FAMOUS HAURAKI PLAINS. bbox=[162, 957, 254, 979]
advertiser-heading: WATKINS & LINN bbox=[157, 1301, 259, 1314]
listing-text: 126 ACRES, grand beach farm, close to New Plymouth on good metalled road; 8-roomed house, bathroom and pantry; 8-bail cowshed; well watered; nearly all level and ploughable; will carry 60 cows. Price £110 per acre, £2000 cash. bbox=[143, 794, 273, 864]
listing-text: BEST SOLE OF GRASS IN WAIKATO. bbox=[441, 573, 537, 593]
listing-text: Situated 11 miles from Morrinsville by good road, 7 from Matangi, and 3 from Tahuhatu (school). bbox=[4, 314, 134, 344]
listing-text: 103 ACRES all rich re-claimed swamp all in grass, all ploughable. NOW CARRYING 42 DAIRY COWS, 18 TWO-YEAR-OLDS, 44 CALVES, 3 HORSES, BESIDES CUTTING 15 TONS OF HAY. bbox=[143, 982, 273, 1042]
advertiser-heading: M'CLUGGAGE & CO. bbox=[562, 421, 688, 454]
listing-text: 470 ACRES, O.R.P., at 10s per acre, 270 in grass, balance mostly fawa bush; 6 paddocks, well watered, 4-roomed cottage, woolshed, etc.; Waitotara 18 miles. Winters 2 sheep per acre. Price £4 2s per acre. Cash £500. bbox=[421, 950, 551, 1020]
listing-text: LOVELY home in New Plymouth: 1½ acres of land, with beautiful garden, of 7 rooms, every possible convenience; together with furniture worth £600; all now; also good 4-seater car. Price £1500. This is a fine proposition. bbox=[282, 519, 412, 589]
listing-text: 100 ACRES rich volcanic land, no stone, well subdivided, handy to all conveniences; large family residence and good outbuildings. Price £135 per acre. Terms on application. bbox=[4, 891, 134, 941]
listing-text: HAWERA. (Above Gillett's Drapery.) bbox=[721, 1421, 813, 1441]
listing-text: For further particulars— bbox=[726, 265, 808, 275]
listing-text: House of 5 rooms, with all conveniences; 8-bail cowshed with milking plant installed, concrete yards, watered by two bores and windmill. Only ½ mile to the school and wharf. bbox=[143, 1045, 273, 1095]
listing-text: 182 ACRES metalled road, freehold, all grass except shelter belts, permanent water, 18 paddocks, nearly all ploughable; 6-roomed house; 8-bail concreted shed, besides good outbuildings. Carry 70 cows and other necessary stock; 3 mile from school and post office. Price £72 10s per acre. bbox=[560, 975, 690, 1055]
listing-text: LAND AGENTS. Agents: The Ocean Accident and Guarantee Corporation. Municipal Buildings, ELTHAM. P.O. Box 112. Telephones: Day 290; Night 129 & 221. bbox=[282, 630, 412, 680]
advertiser-heading: A GOOD COAST FARM. bbox=[153, 120, 263, 131]
issue-date: SATURDAY, MAY 22, 1920. bbox=[588, 5, 837, 26]
listing-text: PRICE £82 per acre. Good terms can be arranged on the land, and assistance given for stocking if required. bbox=[838, 1031, 968, 1061]
advertiser-heading: J. J. ALLEN, bbox=[579, 747, 671, 763]
advertiser-heading: EBERLET AND MORGAN, bbox=[148, 868, 268, 879]
advertiser-heading: BUTTER AND WOOL CATCH-UP. bbox=[298, 290, 396, 312]
